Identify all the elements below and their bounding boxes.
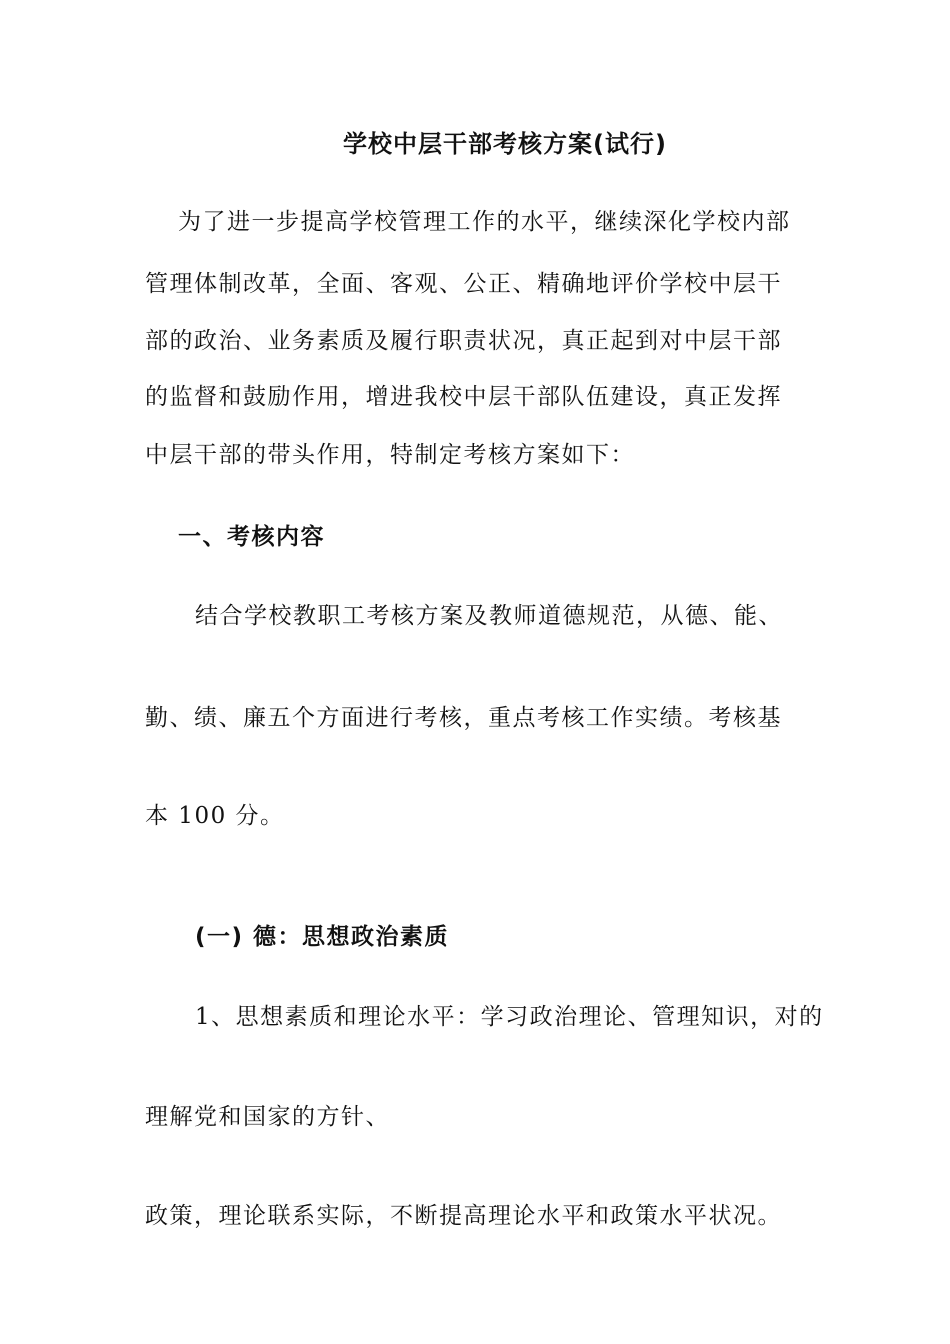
item-line-1: 1、思想素质和理论水平：学习政治理论、管理知识，对的 bbox=[195, 1004, 824, 1030]
intro-line-2: 管理体制改革，全面、客观、公正、精确地评价学校中层干 bbox=[145, 271, 782, 297]
item-line-2: 理解党和国家的方针、 bbox=[145, 1104, 390, 1130]
subsection-heading-virtue: (一) 德：思想政治素质 bbox=[195, 924, 450, 950]
document-title: 学校中层干部考核方案(试行) bbox=[343, 130, 667, 158]
content-line-1: 结合学校教职工考核方案及教师道德规范，从德、能、 bbox=[195, 603, 783, 629]
content-line-3: 本 100 分。 bbox=[145, 803, 285, 829]
intro-line-3: 部的政治、业务素质及履行职责状况，真正起到对中层干部 bbox=[145, 328, 782, 354]
content-line-2: 勤、绩、廉五个方面进行考核，重点考核工作实绩。考核基 bbox=[145, 705, 782, 731]
intro-line-5: 中层干部的带头作用，特制定考核方案如下： bbox=[145, 442, 635, 468]
intro-line-1: 为了进一步提高学校管理工作的水平，继续深化学校内部 bbox=[178, 209, 791, 235]
section-heading-content: 一、考核内容 bbox=[178, 524, 325, 550]
intro-line-4: 的监督和鼓励作用，增进我校中层干部队伍建设，真正发挥 bbox=[145, 384, 782, 410]
item-line-3: 政策，理论联系实际，不断提高理论水平和政策水平状况。 bbox=[145, 1203, 782, 1229]
